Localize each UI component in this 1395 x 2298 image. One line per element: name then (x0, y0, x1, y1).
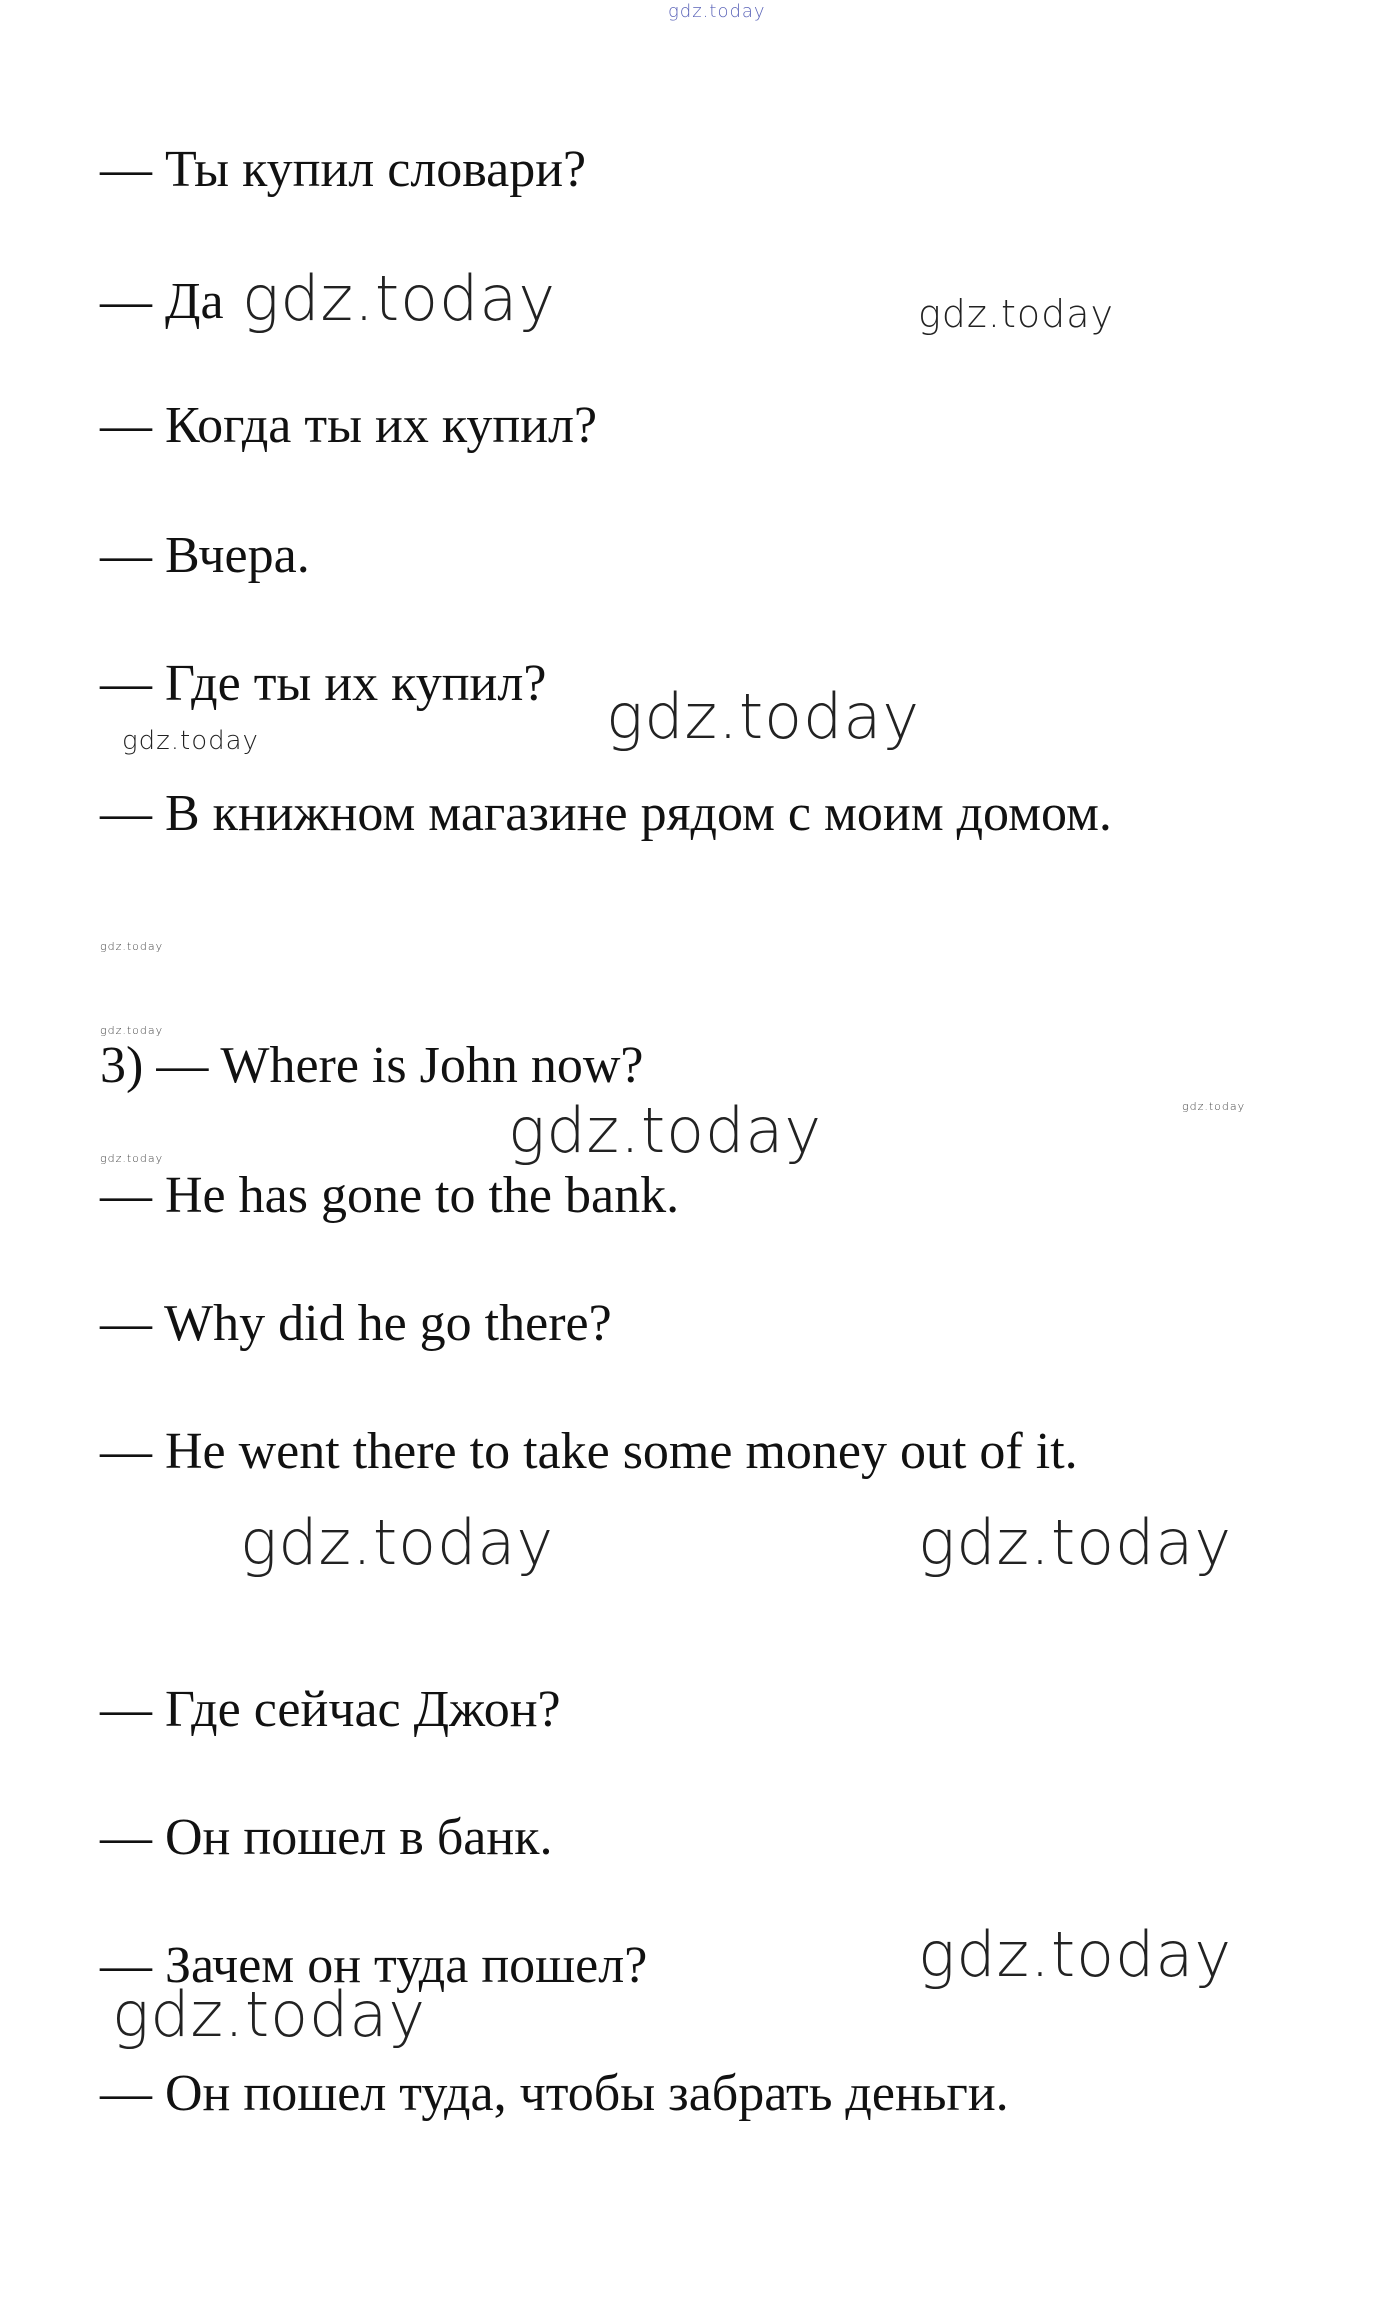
dialogue-line: — Да (100, 273, 224, 330)
watermark: gdz.today (606, 680, 921, 753)
watermark: gdz.today (918, 292, 1114, 336)
watermark-top: gdz.today (668, 1, 766, 22)
dialogue-line: — He has gone to the bank. (100, 1167, 680, 1224)
watermark: gdz.today (918, 1918, 1233, 1991)
watermark: gdz.today (100, 1024, 164, 1037)
dialogue-line: — Ты купил словари? (100, 141, 587, 198)
dialogue-line: — В книжном магазине рядом с моим домом. (100, 785, 1112, 842)
dialogue-line: — Он пошел туда, чтобы забрать деньги. (100, 2065, 1009, 2122)
watermark: gdz.today (508, 1094, 823, 1167)
watermark: gdz.today (112, 1978, 427, 2051)
watermark: gdz.today (242, 262, 557, 335)
watermark: gdz.today (122, 726, 259, 756)
dialogue-line: 3) — Where is John now? (100, 1037, 644, 1094)
dialogue-line: — Когда ты их купил? (100, 397, 598, 454)
watermark: gdz.today (1182, 1100, 1246, 1113)
dialogue-line: — Где сейчас Джон? (100, 1681, 561, 1738)
dialogue-line: — He went there to take some money out of it. (100, 1423, 1078, 1480)
watermark: gdz.today (100, 1152, 164, 1165)
dialogue-line: — Зачем он туда пошел? (100, 1937, 648, 1994)
dialogue-line: — Он пошел в банк. (100, 1809, 553, 1866)
watermark: gdz.today (100, 940, 164, 953)
dialogue-line: — Где ты их купил? (100, 655, 547, 712)
watermark: gdz.today (240, 1506, 555, 1579)
watermark: gdz.today (918, 1506, 1233, 1579)
dialogue-line: — Why did he go there? (100, 1295, 612, 1352)
dialogue-line: — Вчера. (100, 527, 310, 584)
